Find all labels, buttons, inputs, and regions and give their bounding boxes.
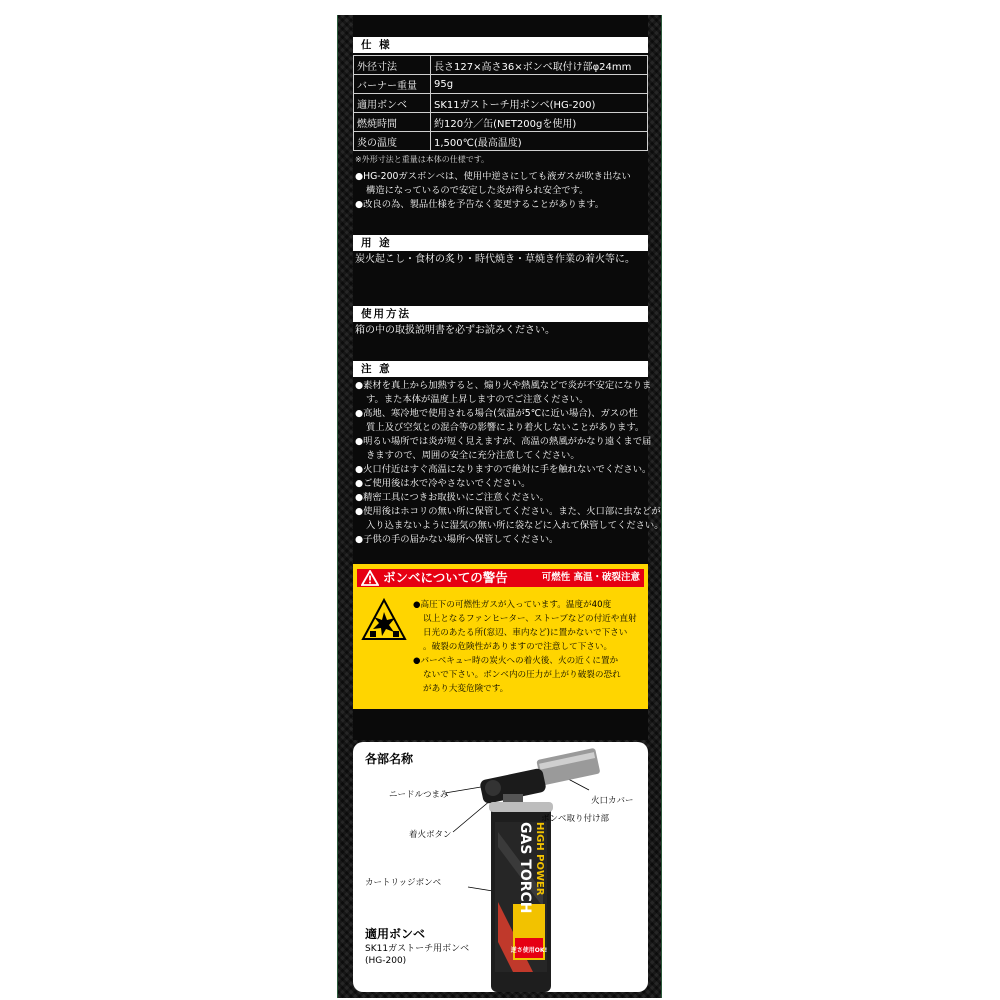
spec-notes [355,170,647,212]
spec-key: 適用ボンベ [354,94,431,113]
list-item: 日光のあたる所(窓辺、車内など)に置かないで下さい [423,628,628,638]
list-item: ●素材を真上から加熱すると、煽り火や熱風などで炎が不安定になりま [355,380,652,391]
list-item: 入り込まないように湿気の無い所に袋などに入れて保管してください。 [366,520,664,531]
spec-key: 炎の温度 [354,132,431,151]
list-item: ●高圧下の可燃性ガスが入っています。温度が40度 [413,600,612,610]
cartridge-warning-box [353,564,648,709]
applicable-text [365,943,469,967]
warning-triangle-icon [361,570,379,586]
explosion-hazard-icon [361,598,407,642]
table-row [354,132,648,151]
table-row [354,75,648,94]
list-item: ないで下さい。ボンベ内の圧力が上がり破裂の恐れ [423,670,621,680]
usage-header: 用 途 [353,235,648,251]
spec-key: 燃焼時間 [354,113,431,132]
table-row [354,94,648,113]
list-item: ●明るい場所では炎が短く見えますが、高温の熱風がかなり遠くまで届 [355,436,652,447]
list-item: ●子供の手の届かない場所へ保管してください。 [355,534,559,545]
applicable-title: 適用ボンベ [365,927,426,941]
list-item: ●火口付近はすぐ高温になりますので絶対に手を触れないでください。 [355,464,652,475]
applicable-line: (HG-200) [365,956,407,966]
warning-subtitle: 可燃性 高温・破裂注意 [541,572,640,583]
list-item: ●高地、寒冷地で使用される場合(気温が5℃に近い場合)、ガスの性 [355,408,638,419]
applicable-line: SK11ガストーチ用ボンベ [365,944,470,954]
list-item: ●バーベキュー時の炭火への着火後、火の近くに置か [413,656,619,666]
caution-header: 注 意 [353,361,648,377]
label-nozzle-cover: 火口カバー [591,796,634,806]
list-item: ●使用後はホコリの無い所に保管してください。また、火口部に虫などが [355,506,661,517]
product-info-panel [337,15,662,998]
spec-table [353,55,648,151]
caution-list [355,379,664,547]
label-mount: ボンベ取り付け部 [541,814,610,824]
parts-title: 各部名称 [365,752,414,766]
list-item: す。また本体が温度上昇しますのでご注意ください。 [366,394,589,405]
parts-diagram [353,742,648,992]
spec-key: 外径寸法 [354,56,431,75]
list-item: 以上となるファンヒーター、ストーブなどの付近や直射 [423,614,637,624]
label-cartridge: カートリッジボンベ [365,878,442,888]
list-item: きますので、周囲の安全に充分注意してください。 [366,450,580,461]
method-text: 箱の中の取扱説明書を必ずお読みください。 [355,325,555,336]
list-item: ●ご使用後は水で冷やさないでください。 [355,478,531,489]
spec-footnote: ※外形寸法と重量は本体の仕様です。 [355,155,490,164]
spec-key: バーナー重量 [354,75,431,94]
usage-text: 炭火起こし・食材の炙り・時代焼き・草焼き作業の着火等に。 [355,254,635,265]
label-ignition: 着火ボタン [409,830,452,840]
list-item: ●精密工具につきお取扱いにご注意ください。 [355,492,549,503]
label-needle: ニードルつまみ [389,790,449,800]
spec-value: SK11ガストーチ用ボンベ(HG-200) [431,94,648,113]
list-item: 構造になっているので安定した炎が得られ安全です。 [366,185,589,196]
table-row [354,113,648,132]
warning-title: ボンベについての警告 [383,570,508,585]
warning-text [413,598,643,696]
table-row [354,56,648,75]
spec-header: 仕 様 [353,37,648,53]
spec-value: 1,500℃(最高温度) [431,132,648,151]
can-brand-subtext: HIGH POWER [534,822,545,896]
badge-text: 逆さ使用OK! [510,947,548,954]
list-item: ●HG-200ガスボンベは、使用中逆さにしても液ガスが吹き出ない [355,171,631,182]
list-item: 質上及び空気との混合等の影響により着火しないことがあります。 [366,422,645,433]
list-item: があり大変危険です。 [423,684,509,694]
method-header: 使用方法 [353,306,648,322]
spec-value: 95g [431,75,648,94]
spec-value: 長さ127×高さ36×ボンベ取付け部φ24mm [431,56,648,75]
spec-value: 約120分／缶(NET200gを使用) [431,113,648,132]
list-item: 。破裂の危険性がありますので注意して下さい。 [423,642,613,652]
warning-title-bar [357,569,644,587]
can-brand-text: GAS TORCH [517,822,533,914]
list-item: ●改良の為、製品仕様を予告なく変更することがあります。 [355,199,605,210]
